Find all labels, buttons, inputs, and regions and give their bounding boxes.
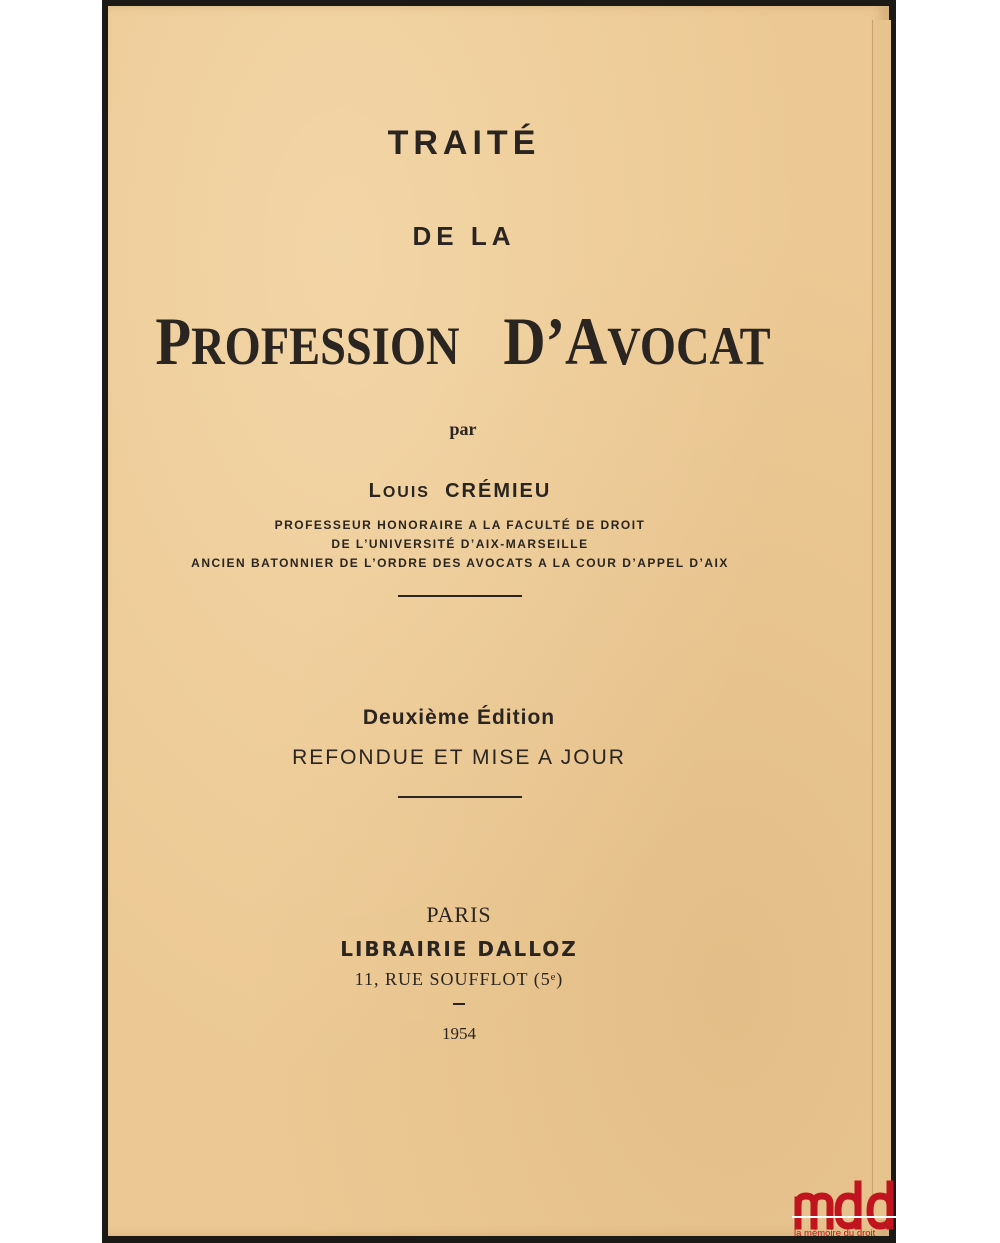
title-line-2: DE LA xyxy=(412,221,516,251)
author-credential: PROFESSEUR HONORAIRE A LA FACULTÉ DE DROIT xyxy=(274,518,646,532)
edition-note: REFONDUE ET MISE A JOUR xyxy=(292,746,626,769)
title-word-1: ROFESSION xyxy=(191,316,460,376)
watermark-tagline: la mémoire du droit xyxy=(794,1228,876,1239)
edition-label: Deuxième Édition xyxy=(362,706,556,729)
title-line-3 xyxy=(65,302,861,381)
title-initial-1: P xyxy=(155,303,192,379)
author-surname: CRÉMIEU xyxy=(445,480,552,502)
publisher-name: LIBRAIRIE DALLOZ xyxy=(340,937,578,961)
divider-rule xyxy=(398,796,522,798)
title-initial-2: D’A xyxy=(503,303,608,379)
author-credential: DE L’UNIVERSITÉ D’AIX-MARSEILLE xyxy=(331,537,589,551)
author-credential: ANCIEN BATONNIER DE L’ORDRE DES AVOCATS A LA COUR D’APPEL D’AIX xyxy=(191,556,729,570)
publisher-address: 11, RUE SOUFFLOT (5ᵉ) xyxy=(354,969,564,989)
book-cover xyxy=(108,6,889,1236)
publisher-city: PARIS xyxy=(426,902,492,927)
title-line-1: TRAITÉ xyxy=(387,124,541,162)
dash-separator xyxy=(453,1003,465,1005)
by-line: par xyxy=(449,419,477,439)
publication-year: 1954 xyxy=(442,1024,476,1043)
author-initial: L xyxy=(368,480,383,502)
divider-rule xyxy=(398,595,522,597)
author-name xyxy=(0,480,920,503)
author-first-name: OUIS xyxy=(382,484,430,501)
title-word-2: VOCAT xyxy=(607,316,771,376)
